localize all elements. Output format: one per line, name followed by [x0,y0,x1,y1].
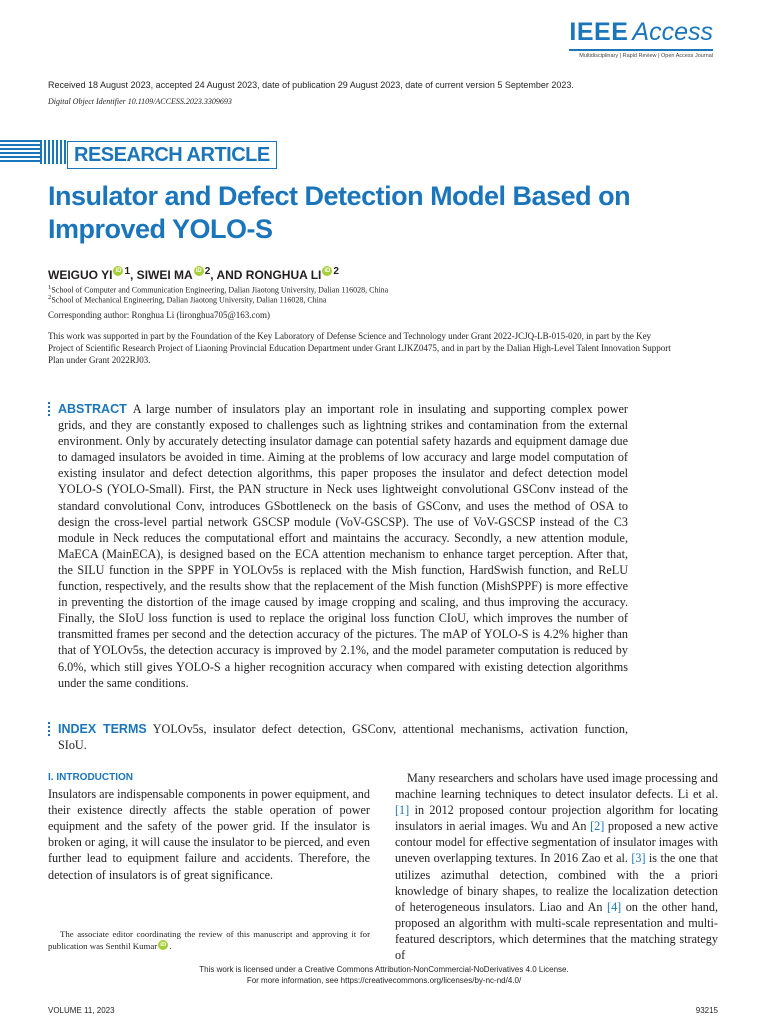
orcid-icon[interactable]: iD [160,942,167,948]
intro-paragraph-right: Many researchers and scholars have used image processing and machine learning techniques to detect insulator defects. Li et al. [1] in 2012 proposed contour projection algorithm for locating insulators in aerial images. Wu and An [2] proposed a new active contour model for effective segmentation of insulator images with uneven overlapping textures. In 2016 Zao et al. [3] is the one that utilizes azimuthal detection, combined with the a priori knowledge of binary shapes, to realize the localization detection of heterogeneous insulators. Liao and An [4] on the other hand, proposed an algorithm with multi-scale representation and multi-featured descriptors, which determines that the matching strategy of [395,771,719,963]
author-3-affil: 2 [333,266,339,277]
index-terms-text: YOLOv5s, insulator defect detection, GSConv, attentional mechanisms, activation function, SIoU. [58,722,628,753]
article-type-badge: RESEARCH ARTICLE [67,141,277,169]
page-number: 93215 [695,1006,718,1015]
left-column [48,770,370,883]
banner-bars [40,140,66,164]
author-1-affil: 1 [124,266,131,277]
citation-link[interactable]: [4] [607,899,622,914]
editor-footnote: The associate editor coordinating the review of this manuscript and approving it for publication was Senthil Kumar iD . [48,929,370,951]
journal-logo [569,18,713,59]
logo-ieee: IEEE [569,18,629,46]
author-3: , AND RONGHUA LI [210,268,322,282]
logo-access: Access [632,18,713,46]
orcid-icon[interactable]: iD [115,268,122,274]
section-heading: I. INTRODUCTION [48,772,133,783]
citation-link[interactable]: [1] [395,803,410,818]
index-terms-label: INDEX TERMS [58,722,147,736]
paper-title: Insulator and Defect Detection Model Based on Improved YOLO-S [48,181,631,244]
logo-rule [569,49,713,51]
banner-stripes [0,140,40,164]
right-column [395,770,718,963]
orcid-icon[interactable]: iD [195,268,202,274]
affiliation-2: $^2$School of Mechanical Engineering, Dalian Jiaotong University, Dalian 116028, China [48,294,327,305]
abstract-text: A large number of insulators play an important role in insulating and supporting complex power grids, and they are constantly exposed to challenges such as lightning strikes and contamination from the external environment. Only by accurately detecting insulator damage can potential safety hazards and equipment damage due to damaged insulators be avoided in time. Aiming at the problems of low accuracy and large model computation of existing insulator and defect detection algorithms, this paper proposes the insulator and defect detection model YOLO-S (YOLO-Small). First, the PAN structure in Neck uses lightweight convolutional GSConv instead of the standard convolutional Conv, introduces GSbottleneck on the basis of GSConv, and uses the method of OSA to design the cross-level partial network GSCSP module (VoV-GSCSP). The use of VoV-GSCSP instead of the C3 module in Neck reduces the computational effort and maintains the accuracy. Secondly, a new attention module, MaECA (MainECA), is designed based on the ECA attention mechanism to enhance target perception. After that, the SILU function in the SPPF in YOLOv5s is replaced with the Mish function, HardSwish function, and ReLU function, respectively, and the results show that the replacement of the Mish function (MishSPPF) is more effective in preventing the distortion of the image caused by image cropping and scaling, and thus improving the accuracy. Finally, the SIoU loss function is used to replace the original loss function CIoU, which improves the number of transmitted frames per second and the detection accuracy of the pictures. The mAP of YOLO-S is 4.2% higher than that of YOLOv5s, the detection accuracy is improved by 2.1%, and the model parameter computation is reduced by 6.0%, which still gives YOLO-S a higher recognition accuracy when compared with existing detection algorithms under the same conditions. [58,402,628,690]
abstract-label: ABSTRACT [58,402,127,416]
abstract-block [58,401,628,691]
author-2: , SIWEI MA [130,268,193,282]
index-dots [48,722,51,738]
license-line-1: This work is licensed under a Creative Commons Attribution-NonCommercial-NoDerivatives 4.0 License. [199,965,569,974]
citation-link[interactable]: [3] [631,851,646,866]
volume-label: VOLUME 11, 2023 [48,1006,115,1015]
abstract-dots [48,402,51,418]
logo-tagline: Multidisciplinary | Rapid Review | Open Access Journal [579,53,713,59]
citation-link[interactable]: [2] [590,819,605,834]
doi-line: Digital Object Identifier 10.1109/ACCESS.2023.3309693 [48,97,232,106]
author-list [48,266,339,282]
received-dates: Received 18 August 2023, accepted 24 August 2023, date of publication 29 August 2023, date of current version 5 September 2023. [48,80,574,90]
affiliation-1: $^1$School of Computer and Communication Engineering, Dalian Jiaotong University, Dalian 116028, China [48,284,389,295]
funding-statement: This work was supported in part by the Foundation of the Key Laboratory of Defense Science and Technology under Grant 2022-JCJQ-LB-015-020, in part by the Key Project of Scientific Research Project of Liaoning Provincial Education Department under Grant LJKZ0475, and in part by the Dalian High-Level Talent Innovation Support Plan under Grant 2022RJ03. [48,331,671,365]
license-line-2[interactable]: For more information, see https://creativecommons.org/licenses/by-nc-nd/4.0/ [246,976,522,985]
corresponding-author: Corresponding author: Ronghua Li (lironghua705@163.com) [48,310,271,320]
index-terms-block [58,721,628,753]
intro-paragraph-left: Insulators are indispensable components in power equipment, and their existence directly affects the stable operation of power equipment and the safety of the power grid. If the insulator is broken or aging, it will cause the insulator to be pierced, and even further lead to equipment failure and accidents. Therefore, the detection of insulators is of great significance. [48,787,370,882]
author-2-affil: 2 [204,266,211,277]
author-1: WEIGUO YI [48,268,113,282]
orcid-icon[interactable]: iD [324,268,331,274]
